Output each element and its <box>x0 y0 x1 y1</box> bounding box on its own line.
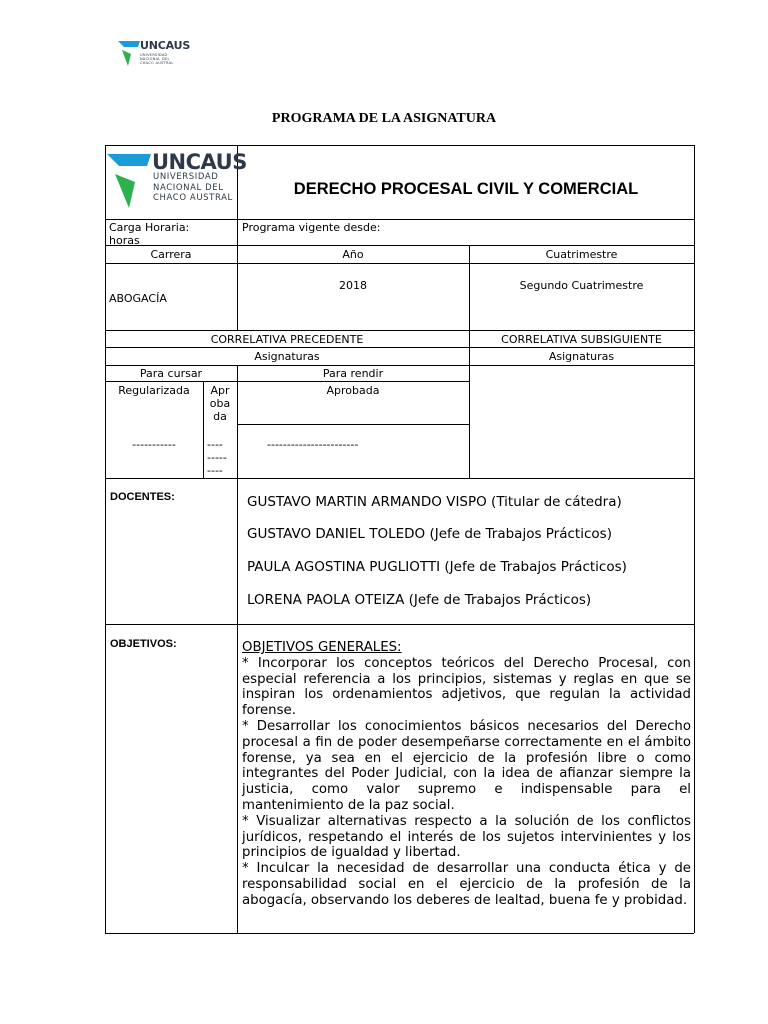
objetivos-label: OBJETIVOS: <box>110 638 177 650</box>
aprobada-narrow-label: Apr oba da <box>209 384 231 423</box>
programa-vigente-label: Programa vigente desde: <box>242 221 381 234</box>
aprobada-placeholder: ----------------------- <box>267 438 359 451</box>
aprobada-narrow-placeholder: ---- ----- ---- <box>207 438 227 477</box>
objetivo-item: * Desarrollar los conocimientos básicos necesarios del Derecho procesal a fin de poder desempeñarse correctamente en el ámbito forense, ya sea en el ejercicio de la profesión libre o como integrantes del Poder Judicial, con la idea de afianzar siempre la justicia, como valor supremo e indispensable para el mantenimiento de la paz social. <box>242 718 691 813</box>
uncaus-logo-mark-icon <box>107 152 151 212</box>
anio-value: 2018 <box>339 279 367 292</box>
logo-brand: UNCAUS <box>140 39 191 52</box>
asignaturas-precedente-label: Asignaturas <box>254 350 320 363</box>
uncaus-logo-mark-icon <box>118 40 140 68</box>
regularizada-label: Regularizada <box>118 384 190 397</box>
para-cursar-label: Para cursar <box>139 367 203 380</box>
column-header-carrera: Carrera <box>150 248 192 261</box>
university-logo <box>118 40 198 72</box>
objetivos-generales-heading: OBJETIVOS GENERALES: <box>242 640 402 655</box>
header-logo-subtitle: UNIVERSIDAD NACIONAL DEL CHACO AUSTRAL <box>153 172 233 203</box>
docentes-label: DOCENTES: <box>110 491 175 503</box>
regularizada-placeholder: ----------- <box>132 438 176 451</box>
aprobada-label: Aprobada <box>326 384 380 397</box>
header-logo <box>107 150 247 218</box>
objetivo-item: * Incorporar los conceptos teóricos del Derecho Procesal, con especial referencia a los principios, sistemas y reglas en que se inspiran los ordenamientos adjetivos, que regulan la actividad forense. <box>242 655 691 719</box>
docente-item: LORENA PAOLA OTEIZA (Jefe de Trabajos Prácticos) <box>247 592 592 608</box>
docente-item: PAULA AGOSTINA PUGLIOTTI (Jefe de Trabajos Prácticos) <box>247 559 627 575</box>
column-header-cuatrimestre: Cuatrimestre <box>545 248 618 261</box>
logo-subtitle: UNIVERSIDAD NACIONAL DEL CHACO AUSTRAL <box>140 53 174 66</box>
asignaturas-subsiguiente-label: Asignaturas <box>548 350 615 363</box>
cuatrimestre-value: Segundo Cuatrimestre <box>519 279 644 292</box>
header-logo-brand: UNCAUS <box>152 150 247 174</box>
carrera-value: ABOGACÍA <box>109 292 167 305</box>
correlativa-subsiguiente-header: CORRELATIVA SUBSIGUIENTE <box>501 333 662 346</box>
document-title: PROGRAMA DE LA ASIGNATURA <box>271 111 497 126</box>
docente-item: GUSTAVO DANIEL TOLEDO (Jefe de Trabajos Prácticos) <box>247 526 612 542</box>
docente-item: GUSTAVO MARTIN ARMANDO VISPO (Titular de cátedra) <box>247 494 622 510</box>
column-header-anio: Año <box>342 248 364 261</box>
objetivo-item: * Visualizar alternativas respecto a la solución de los conflictos jurídicos, respetando el interés de los sujetos intervinientes y los principios de igualdad y libertad. <box>242 813 691 861</box>
objetivos-content <box>242 640 691 909</box>
carga-horaria-label: Carga Horaria: horas <box>109 221 190 247</box>
para-rendir-label: Para rendir <box>322 367 384 380</box>
correlativa-precedente-header: CORRELATIVA PRECEDENTE <box>210 333 364 346</box>
subject-title: DERECHO PROCESAL CIVIL Y COMERCIAL <box>293 180 639 198</box>
objetivo-item: * Inculcar la necesidad de desarrollar una conducta ética y de responsabilidad social en el ejercicio de la profesión de la abogacía, observando los deberes de lealtad, buena fe y probidad. <box>242 861 691 908</box>
